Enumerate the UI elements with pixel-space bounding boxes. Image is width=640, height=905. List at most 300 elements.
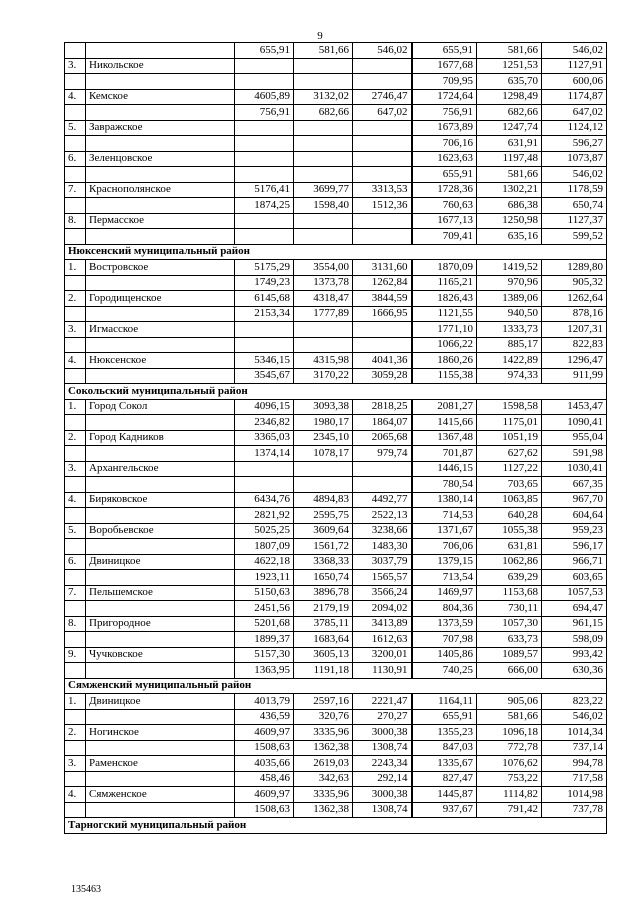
value-cell: 1677,13 <box>412 213 477 229</box>
value-cell: 2619,03 <box>294 756 353 772</box>
settlement-name: Кемское <box>86 89 235 105</box>
value-cell: 1175,01 <box>477 415 542 431</box>
value-cell: 780,54 <box>412 477 477 493</box>
value-cell <box>294 477 353 493</box>
value-cell: 885,17 <box>477 337 542 353</box>
value-cell: 3335,96 <box>294 725 353 741</box>
value-cell: 581,66 <box>477 167 542 183</box>
table-row <box>65 182 607 198</box>
value-cell: 1508,63 <box>235 740 294 756</box>
value-cell: 1469,97 <box>412 585 477 601</box>
value-cell: 596,17 <box>542 539 607 555</box>
value-cell: 4605,89 <box>235 89 294 105</box>
value-cell: 1367,48 <box>412 430 477 446</box>
table-row <box>65 291 607 307</box>
value-cell: 686,38 <box>477 198 542 214</box>
value-cell: 2345,10 <box>294 430 353 446</box>
settlement-name: Ногинское <box>86 725 235 741</box>
value-cell <box>353 74 412 90</box>
table-row <box>65 275 607 291</box>
value-cell: 630,36 <box>542 663 607 679</box>
section-title: Сокольский муниципальный район <box>65 384 607 400</box>
value-cell: 1308,74 <box>353 740 412 756</box>
table-row <box>65 306 607 322</box>
value-cell <box>235 322 294 338</box>
value-cell: 6434,76 <box>235 492 294 508</box>
value-cell: 1724,64 <box>412 89 477 105</box>
value-cell: 1073,87 <box>542 151 607 167</box>
table-row <box>65 260 607 276</box>
value-cell: 1612,63 <box>353 632 412 648</box>
value-cell: 756,91 <box>412 105 477 121</box>
value-cell: 937,67 <box>412 802 477 818</box>
value-cell: 701,87 <box>412 446 477 462</box>
table-row <box>65 461 607 477</box>
table-row <box>65 322 607 338</box>
value-cell: 4315,98 <box>294 353 353 369</box>
value-cell: 706,06 <box>412 539 477 555</box>
value-cell: 1415,66 <box>412 415 477 431</box>
value-cell <box>294 58 353 74</box>
section-title: Нюксенский муниципальный район <box>65 244 607 260</box>
value-cell: 682,66 <box>477 105 542 121</box>
row-number: 1. <box>65 260 86 276</box>
row-number: 6. <box>65 151 86 167</box>
value-cell <box>353 213 412 229</box>
settlement-name <box>86 105 235 121</box>
settlement-name <box>86 771 235 787</box>
value-cell: 1826,43 <box>412 291 477 307</box>
value-cell: 1728,36 <box>412 182 477 198</box>
value-cell: 4609,97 <box>235 787 294 803</box>
value-cell: 1057,53 <box>542 585 607 601</box>
value-cell <box>294 136 353 152</box>
value-cell: 827,47 <box>412 771 477 787</box>
value-cell <box>353 58 412 74</box>
table-row <box>65 136 607 152</box>
value-cell: 2221,47 <box>353 694 412 710</box>
value-cell: 1051,19 <box>477 430 542 446</box>
table-row <box>65 601 607 617</box>
value-cell: 961,15 <box>542 616 607 632</box>
value-cell: 640,28 <box>477 508 542 524</box>
section-title: Сямженский муниципальный район <box>65 678 607 694</box>
settlement-name: Раменское <box>86 756 235 772</box>
value-cell <box>235 58 294 74</box>
value-cell: 1771,10 <box>412 322 477 338</box>
value-cell: 320,76 <box>294 709 353 725</box>
value-cell: 706,16 <box>412 136 477 152</box>
table-row <box>65 446 607 462</box>
row-number <box>65 709 86 725</box>
value-cell <box>235 74 294 90</box>
value-cell: 3037,79 <box>353 554 412 570</box>
value-cell: 1096,18 <box>477 725 542 741</box>
row-number <box>65 105 86 121</box>
value-cell: 3000,38 <box>353 725 412 741</box>
value-cell: 1419,52 <box>477 260 542 276</box>
table-row <box>65 105 607 121</box>
table-row <box>65 554 607 570</box>
value-cell: 4609,97 <box>235 725 294 741</box>
table-row <box>65 663 607 679</box>
value-cell: 994,78 <box>542 756 607 772</box>
value-cell: 709,41 <box>412 229 477 245</box>
value-cell: 3200,01 <box>353 647 412 663</box>
value-cell: 940,50 <box>477 306 542 322</box>
settlement-name <box>86 43 235 59</box>
value-cell: 1124,12 <box>542 120 607 136</box>
value-cell: 3566,24 <box>353 585 412 601</box>
settlement-name: Городищенское <box>86 291 235 307</box>
value-cell: 2746,47 <box>353 89 412 105</box>
row-number: 3. <box>65 756 86 772</box>
value-cell: 3059,28 <box>353 368 412 384</box>
value-cell: 1598,40 <box>294 198 353 214</box>
row-number <box>65 306 86 322</box>
value-cell: 292,14 <box>353 771 412 787</box>
value-cell <box>294 337 353 353</box>
settlement-name: Игмасское <box>86 322 235 338</box>
value-cell: 600,06 <box>542 74 607 90</box>
value-cell: 1333,73 <box>477 322 542 338</box>
value-cell: 1749,23 <box>235 275 294 291</box>
value-cell: 1127,91 <box>542 58 607 74</box>
value-cell: 1980,17 <box>294 415 353 431</box>
section-header-row <box>65 678 607 694</box>
row-number <box>65 477 86 493</box>
value-cell: 1860,26 <box>412 353 477 369</box>
value-cell: 655,91 <box>235 43 294 59</box>
row-number <box>65 740 86 756</box>
value-cell: 1247,74 <box>477 120 542 136</box>
value-cell <box>235 337 294 353</box>
value-cell: 772,78 <box>477 740 542 756</box>
value-cell <box>353 151 412 167</box>
value-cell: 1090,41 <box>542 415 607 431</box>
value-cell: 5176,41 <box>235 182 294 198</box>
table-row <box>65 787 607 803</box>
value-cell: 2243,34 <box>353 756 412 772</box>
value-cell <box>235 151 294 167</box>
value-cell: 603,65 <box>542 570 607 586</box>
value-cell <box>235 461 294 477</box>
settlement-name <box>86 477 235 493</box>
value-cell: 823,22 <box>542 694 607 710</box>
value-cell <box>294 151 353 167</box>
value-cell <box>294 213 353 229</box>
value-cell: 1666,95 <box>353 306 412 322</box>
value-cell: 1121,55 <box>412 306 477 322</box>
row-number: 1. <box>65 399 86 415</box>
settlement-name <box>86 306 235 322</box>
value-cell: 4894,83 <box>294 492 353 508</box>
value-cell: 3368,33 <box>294 554 353 570</box>
value-cell: 967,70 <box>542 492 607 508</box>
section-title: Тарногский муниципальный район <box>65 818 607 834</box>
settlement-name <box>86 446 235 462</box>
row-number: 4. <box>65 492 86 508</box>
value-cell: 3609,64 <box>294 523 353 539</box>
table-row <box>65 802 607 818</box>
value-cell: 1374,14 <box>235 446 294 462</box>
row-number: 8. <box>65 213 86 229</box>
value-cell: 1164,11 <box>412 694 477 710</box>
value-cell: 2081,27 <box>412 399 477 415</box>
value-cell: 655,91 <box>412 43 477 59</box>
value-cell: 822,83 <box>542 337 607 353</box>
table-row <box>65 756 607 772</box>
value-cell: 1302,21 <box>477 182 542 198</box>
value-cell: 1155,38 <box>412 368 477 384</box>
value-cell: 1683,64 <box>294 632 353 648</box>
value-cell: 3132,02 <box>294 89 353 105</box>
settlement-name <box>86 74 235 90</box>
value-cell: 4096,15 <box>235 399 294 415</box>
value-cell: 1561,72 <box>294 539 353 555</box>
value-cell: 581,66 <box>477 709 542 725</box>
table-row <box>65 709 607 725</box>
value-cell: 5157,30 <box>235 647 294 663</box>
settlement-name <box>86 570 235 586</box>
value-cell: 581,66 <box>294 43 353 59</box>
value-cell: 1874,25 <box>235 198 294 214</box>
value-cell: 546,02 <box>542 709 607 725</box>
value-cell: 604,64 <box>542 508 607 524</box>
row-number: 4. <box>65 89 86 105</box>
value-cell: 1565,57 <box>353 570 412 586</box>
value-cell: 4013,79 <box>235 694 294 710</box>
value-cell: 635,16 <box>477 229 542 245</box>
settlement-name <box>86 663 235 679</box>
table-row <box>65 430 607 446</box>
table-row <box>65 539 607 555</box>
value-cell: 3699,77 <box>294 182 353 198</box>
value-cell: 1363,95 <box>235 663 294 679</box>
value-cell: 3365,03 <box>235 430 294 446</box>
row-number: 3. <box>65 461 86 477</box>
value-cell: 1371,67 <box>412 523 477 539</box>
row-number: 3. <box>65 58 86 74</box>
value-cell: 1445,87 <box>412 787 477 803</box>
value-cell <box>235 120 294 136</box>
value-cell: 1055,38 <box>477 523 542 539</box>
value-cell: 647,02 <box>353 105 412 121</box>
row-number <box>65 802 86 818</box>
row-number <box>65 771 86 787</box>
value-cell: 2595,75 <box>294 508 353 524</box>
settlement-name: Воробьевское <box>86 523 235 539</box>
settlement-name: Двиницкое <box>86 694 235 710</box>
table-row <box>65 740 607 756</box>
settlement-name: Краснополянское <box>86 182 235 198</box>
value-cell: 458,46 <box>235 771 294 787</box>
value-cell: 682,66 <box>294 105 353 121</box>
table-row <box>65 523 607 539</box>
value-cell: 2522,13 <box>353 508 412 524</box>
value-cell: 1127,37 <box>542 213 607 229</box>
table-row <box>65 570 607 586</box>
page-number: 9 <box>317 30 323 42</box>
value-cell: 714,53 <box>412 508 477 524</box>
value-cell: 655,91 <box>412 167 477 183</box>
value-cell: 1453,47 <box>542 399 607 415</box>
value-cell: 878,16 <box>542 306 607 322</box>
value-cell <box>294 74 353 90</box>
table-row <box>65 229 607 245</box>
value-cell: 1197,48 <box>477 151 542 167</box>
row-number <box>65 337 86 353</box>
table-body <box>65 43 607 834</box>
settlement-name: Архангельское <box>86 461 235 477</box>
settlement-name <box>86 229 235 245</box>
table-row <box>65 415 607 431</box>
value-cell: 1153,68 <box>477 585 542 601</box>
value-cell: 1174,87 <box>542 89 607 105</box>
value-cell: 2094,02 <box>353 601 412 617</box>
value-cell: 1422,89 <box>477 353 542 369</box>
value-cell: 1089,57 <box>477 647 542 663</box>
settlement-name: Никольское <box>86 58 235 74</box>
value-cell: 1250,98 <box>477 213 542 229</box>
table-row <box>65 694 607 710</box>
value-cell: 3093,38 <box>294 399 353 415</box>
value-cell: 2451,56 <box>235 601 294 617</box>
table-row <box>65 43 607 59</box>
value-cell: 1078,17 <box>294 446 353 462</box>
value-cell: 4318,47 <box>294 291 353 307</box>
row-number <box>65 198 86 214</box>
value-cell: 1191,18 <box>294 663 353 679</box>
settlement-name <box>86 136 235 152</box>
value-cell: 598,09 <box>542 632 607 648</box>
table-row <box>65 58 607 74</box>
row-number <box>65 601 86 617</box>
value-cell: 1777,89 <box>294 306 353 322</box>
table-row <box>65 647 607 663</box>
value-cell: 694,47 <box>542 601 607 617</box>
value-cell: 1623,63 <box>412 151 477 167</box>
settlement-name: Город Сокол <box>86 399 235 415</box>
section-header-row <box>65 244 607 260</box>
value-cell: 3170,22 <box>294 368 353 384</box>
row-number: 2. <box>65 430 86 446</box>
row-number: 1. <box>65 694 86 710</box>
section-header-row <box>65 818 607 834</box>
settlement-name <box>86 337 235 353</box>
row-number: 5. <box>65 120 86 136</box>
value-cell: 5175,29 <box>235 260 294 276</box>
settlement-name: Нюксенское <box>86 353 235 369</box>
settlement-name: Пермасское <box>86 213 235 229</box>
value-cell <box>294 461 353 477</box>
table-row <box>65 353 607 369</box>
value-cell: 1380,14 <box>412 492 477 508</box>
settlement-name <box>86 601 235 617</box>
value-cell <box>235 477 294 493</box>
settlement-name <box>86 167 235 183</box>
table-row <box>65 771 607 787</box>
value-cell: 713,54 <box>412 570 477 586</box>
value-cell <box>353 229 412 245</box>
value-cell: 546,02 <box>542 167 607 183</box>
value-cell: 436,59 <box>235 709 294 725</box>
value-cell: 1030,41 <box>542 461 607 477</box>
value-cell: 5346,15 <box>235 353 294 369</box>
value-cell: 1014,34 <box>542 725 607 741</box>
value-cell: 804,36 <box>412 601 477 617</box>
settlement-name <box>86 740 235 756</box>
row-number: 4. <box>65 787 86 803</box>
value-cell: 599,52 <box>542 229 607 245</box>
value-cell: 1130,91 <box>353 663 412 679</box>
value-cell: 627,62 <box>477 446 542 462</box>
value-cell: 1178,59 <box>542 182 607 198</box>
tariff-table <box>64 42 607 834</box>
value-cell: 650,74 <box>542 198 607 214</box>
value-cell: 4492,77 <box>353 492 412 508</box>
table-row <box>65 725 607 741</box>
value-cell: 911,99 <box>542 368 607 384</box>
value-cell: 1262,64 <box>542 291 607 307</box>
value-cell: 5025,25 <box>235 523 294 539</box>
value-cell: 546,02 <box>353 43 412 59</box>
value-cell: 1373,59 <box>412 616 477 632</box>
settlement-name: Двиницкое <box>86 554 235 570</box>
value-cell: 5150,63 <box>235 585 294 601</box>
table-row <box>65 120 607 136</box>
value-cell: 905,06 <box>477 694 542 710</box>
settlement-name: Биряковское <box>86 492 235 508</box>
value-cell <box>294 322 353 338</box>
value-cell: 1014,98 <box>542 787 607 803</box>
value-cell <box>235 167 294 183</box>
table-row <box>65 368 607 384</box>
row-number <box>65 136 86 152</box>
value-cell: 1066,22 <box>412 337 477 353</box>
value-cell: 2597,16 <box>294 694 353 710</box>
row-number: 2. <box>65 725 86 741</box>
settlement-name <box>86 709 235 725</box>
value-cell: 753,22 <box>477 771 542 787</box>
value-cell: 730,11 <box>477 601 542 617</box>
row-number <box>65 43 86 59</box>
value-cell <box>353 136 412 152</box>
value-cell: 3238,66 <box>353 523 412 539</box>
value-cell: 1289,80 <box>542 260 607 276</box>
value-cell: 1864,07 <box>353 415 412 431</box>
settlement-name: Город Кадников <box>86 430 235 446</box>
table-row <box>65 632 607 648</box>
value-cell: 639,29 <box>477 570 542 586</box>
value-cell: 993,42 <box>542 647 607 663</box>
value-cell: 737,78 <box>542 802 607 818</box>
value-cell: 1355,23 <box>412 725 477 741</box>
value-cell: 1057,30 <box>477 616 542 632</box>
value-cell: 1677,68 <box>412 58 477 74</box>
value-cell: 1405,86 <box>412 647 477 663</box>
value-cell: 6145,68 <box>235 291 294 307</box>
settlement-name: Пельшемское <box>86 585 235 601</box>
settlement-name <box>86 539 235 555</box>
value-cell: 2065,68 <box>353 430 412 446</box>
value-cell: 5201,68 <box>235 616 294 632</box>
settlement-name <box>86 368 235 384</box>
row-number: 5. <box>65 523 86 539</box>
value-cell: 635,70 <box>477 74 542 90</box>
value-cell: 1308,74 <box>353 802 412 818</box>
table-row <box>65 74 607 90</box>
